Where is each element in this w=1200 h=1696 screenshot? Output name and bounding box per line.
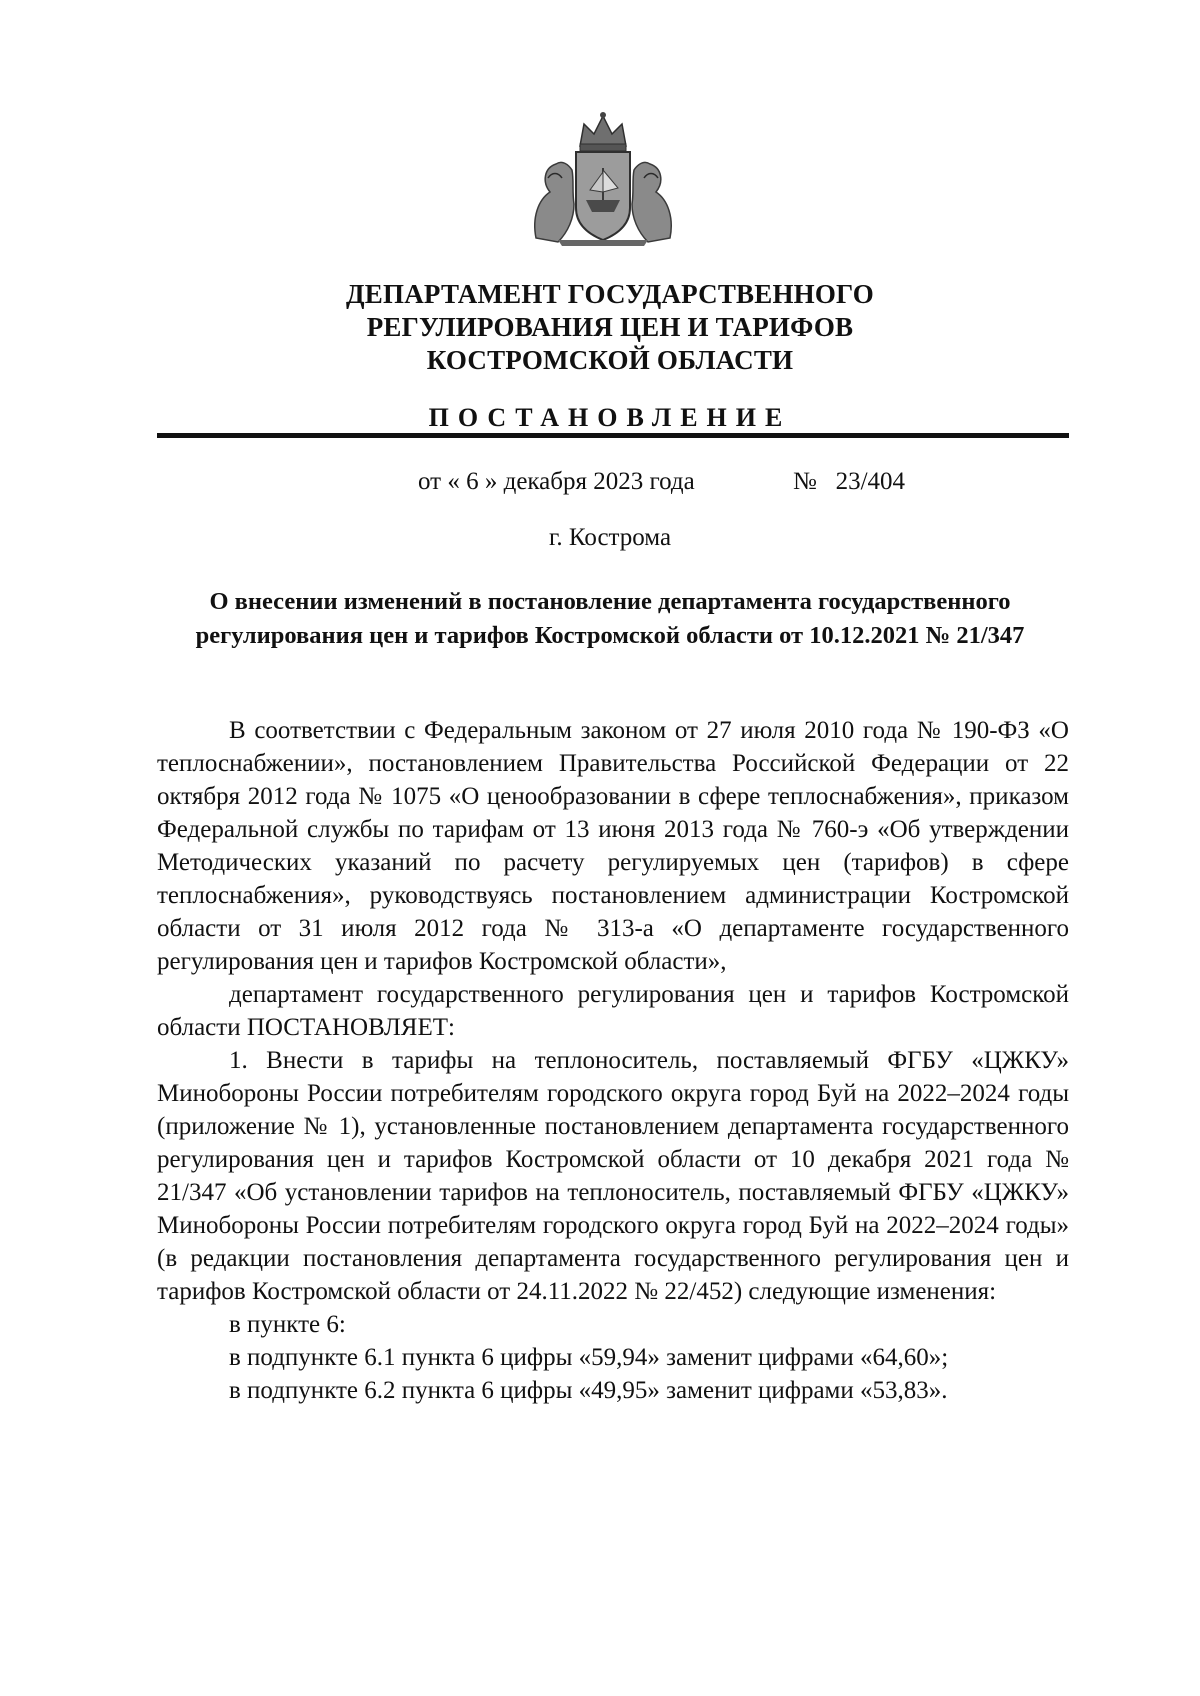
paragraph-subpoint-6-1: в подпункте 6.1 пункта 6 цифры «59,94» заменит цифрами «64,60»; <box>229 1344 949 1371</box>
department-title <box>150 278 1070 377</box>
paragraph-point-6: в пункте 6: <box>229 1311 346 1338</box>
document-body <box>157 714 1069 1407</box>
document-city: г. Кострома <box>548 524 672 551</box>
paragraph-subpoint-6-2: в подпункте 6.2 пункта 6 цифры «49,95» заменит цифрами «53,83». <box>229 1377 948 1404</box>
kostroma-coat-of-arms-icon <box>528 108 678 250</box>
paragraph-item-1: 1. Внести в тарифы на теплоноситель, поставляемый ФГБУ «ЦЖКУ» Минобороны России потребителям городского округа город Буй на 2022–2024 годы (приложение № 1), установленные постановлением департамента государственного регулирования цен и тарифов Костромской области от 10 декабря 2021 года № 21/347 «Об установлении тарифов на теплоноситель, поставляемый ФГБУ «ЦЖКУ» Минобороны России потребителям городского округа город Буй на 2022–2024 годы» (в редакции постановления департамента государственного регулирования цен и тарифов Костромской области от 24.11.2022 № 22/452) следующие изменения: <box>157 1047 1069 1305</box>
department-line-2: РЕГУЛИРОВАНИЯ ЦЕН И ТАРИФОВ <box>366 312 854 342</box>
department-line-1: ДЕПАРТАМЕНТ ГОСУДАРСТВЕННОГО <box>346 279 874 309</box>
header-divider <box>157 433 1069 438</box>
department-line-3: КОСТРОМСКОЙ ОБЛАСТИ <box>426 345 794 375</box>
document-subject <box>150 585 1070 653</box>
document-number: № 23/404 <box>793 468 906 495</box>
document-date: от « 6 » декабря 2023 года <box>418 468 695 495</box>
paragraph-preamble: В соответствии с Федеральным законом от 27 июля 2010 года № 190-ФЗ «О теплоснабжении», постановлением Правительства Российской Федерации от 22 октября 2012 года № 1075 «О ценообразовании в сфере теплоснабжения», приказом Федеральной службы по тарифам от 13 июня 2013 года № 760-э «Об утверждении Методических указаний по расчету регулируемых цен (тарифов) в сфере теплоснабжения», руководствуясь постановлением администрации Костромской области от 31 июля 2012 года № 313-а «О департаменте государственного регулирования цен и тарифов Костромской области», <box>157 717 1069 975</box>
document-type: ПОСТАНОВЛЕНИЕ <box>428 403 792 432</box>
paragraph-resolves: департамент государственного регулирования цен и тарифов Костромской области ПОСТАНОВЛЯЕТ: <box>157 981 1069 1041</box>
subject-line-2: регулирования цен и тарифов Костромской области от 10.12.2021 № 21/347 <box>195 622 1025 649</box>
subject-line-1: О внесении изменений в постановление департамента государственного <box>209 588 1011 615</box>
